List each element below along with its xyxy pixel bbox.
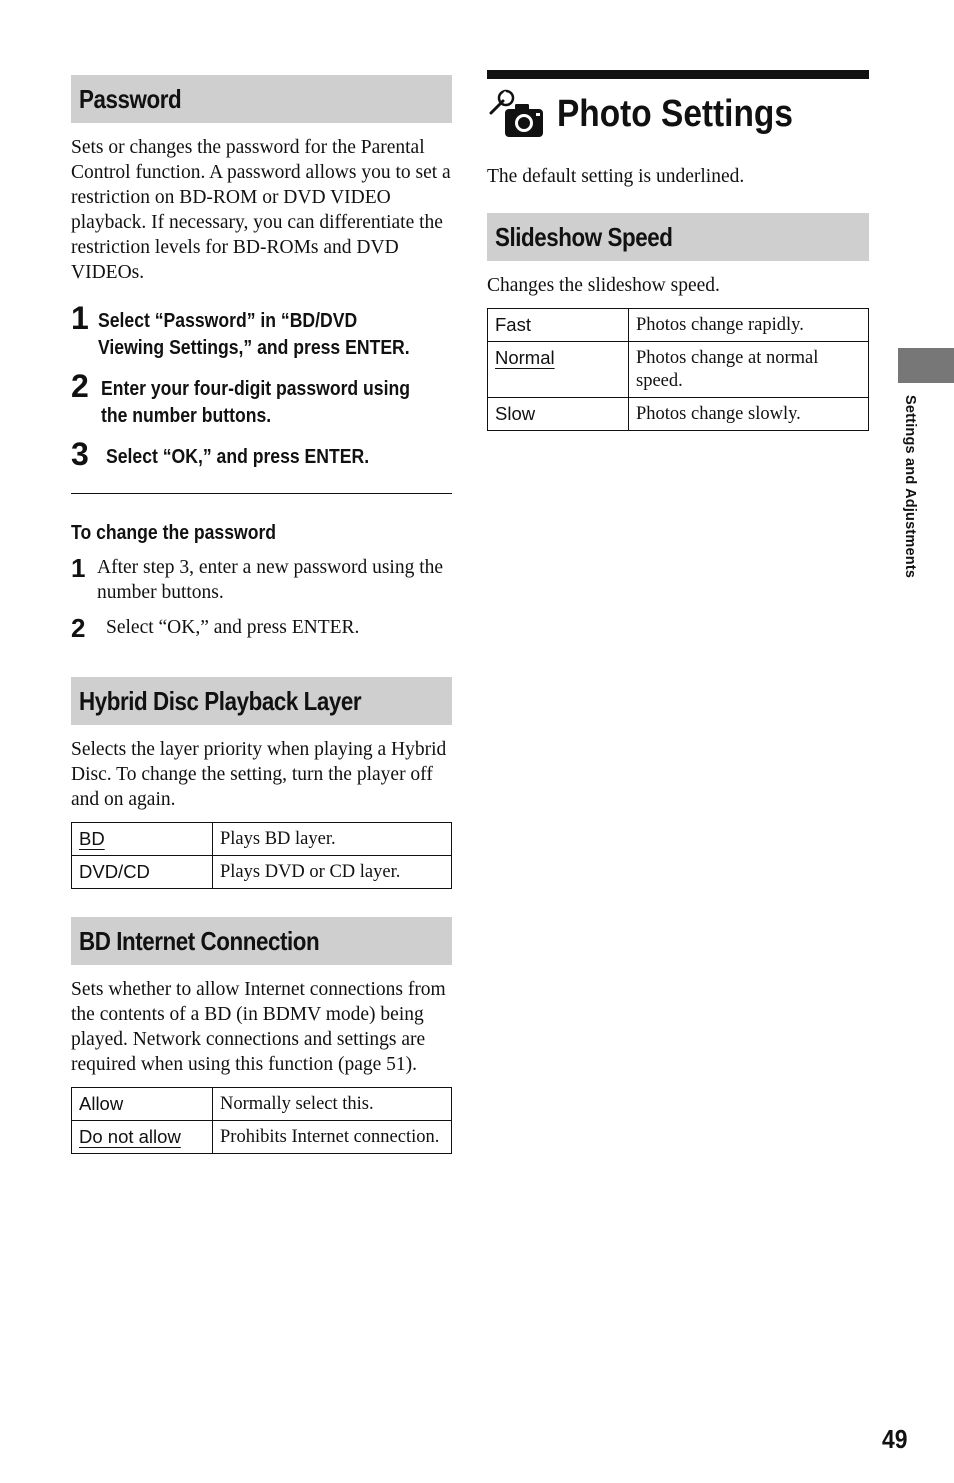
- step-text: After step 3, enter a new password using the number buttons.: [97, 557, 444, 603]
- table-row: [72, 1088, 452, 1121]
- section-heading-internet: BD Internet Connection: [71, 917, 452, 965]
- section-heading-slideshow: Slideshow Speed: [487, 213, 869, 261]
- slideshow-description: Changes the slideshow speed.: [487, 275, 720, 296]
- option-value: Plays BD layer.: [213, 823, 452, 856]
- internet-description: Sets whether to allow Internet connections from the contents of a BD (in BDMV mode) being played. Network connections and settings are required when using this function (page 51).: [71, 979, 446, 1075]
- password-step-2: [71, 370, 452, 430]
- step-number: 1: [71, 300, 89, 336]
- option-key: Normal: [488, 342, 629, 398]
- step-number: 2: [71, 368, 89, 404]
- left-column: [71, 75, 452, 1154]
- page-title-row: [487, 84, 869, 144]
- password-step-1: [71, 302, 452, 362]
- slideshow-options-table: [487, 308, 869, 431]
- option-key: Do not allow: [72, 1121, 213, 1154]
- step-text: Select “OK,” and press ENTER.: [106, 446, 370, 468]
- table-row: [488, 398, 869, 431]
- default-note: The default setting is underlined.: [487, 166, 745, 187]
- option-key: Slow: [488, 398, 629, 431]
- option-key: Fast: [488, 309, 629, 342]
- section-heading-password: Password: [71, 75, 452, 123]
- side-tab-marker: [898, 348, 954, 383]
- page-title: Photo Settings: [557, 92, 793, 135]
- step-number: 2: [71, 613, 86, 643]
- step-text: Select “Password” in “BD/DVD Viewing Settings,” and press ENTER.: [97, 310, 410, 359]
- title-rule: [487, 70, 869, 79]
- step-number: 1: [71, 553, 86, 583]
- option-value: Photos change rapidly.: [629, 309, 869, 342]
- step-text: Enter your four-digit password using the number buttons.: [100, 378, 410, 427]
- right-column: [487, 70, 869, 431]
- password-steps: [71, 302, 452, 471]
- internet-options-table: [71, 1087, 452, 1154]
- photo-settings-icon: [487, 89, 545, 139]
- password-description: Sets or changes the password for the Parental Control function. A password allows you to set a restriction on BD-ROM or DVD VIDEO playback. If necessary, you can differentiate the restriction levels for BD-ROMs and DVD VIDEOs.: [71, 137, 451, 283]
- section-heading-hybrid: Hybrid Disc Playback Layer: [71, 677, 452, 725]
- table-row: [72, 823, 452, 856]
- step-text: Select “OK,” and press ENTER.: [106, 617, 360, 638]
- option-value: Prohibits Internet connection.: [213, 1121, 452, 1154]
- password-step-3: [71, 438, 452, 471]
- change-step-2: [71, 615, 452, 641]
- option-value: Plays DVD or CD layer.: [213, 856, 452, 889]
- table-row: [488, 342, 869, 398]
- option-value: Normally select this.: [213, 1088, 452, 1121]
- table-row: [72, 856, 452, 889]
- hybrid-options-table: [71, 822, 452, 889]
- change-password-heading: To change the password: [71, 522, 277, 544]
- step-number: 3: [71, 436, 89, 472]
- table-row: [72, 1121, 452, 1154]
- divider: [71, 493, 452, 494]
- hybrid-description: Selects the layer priority when playing a Hybrid Disc. To change the setting, turn the player off and on again.: [71, 739, 447, 810]
- option-key: DVD/CD: [72, 856, 213, 889]
- option-key: Allow: [72, 1088, 213, 1121]
- option-key: BD: [72, 823, 213, 856]
- option-value: Photos change slowly.: [629, 398, 869, 431]
- table-row: [488, 309, 869, 342]
- option-value: Photos change at normal speed.: [629, 342, 869, 398]
- page-number: 49: [882, 1424, 908, 1454]
- side-tab-label: Settings and Adjustments: [902, 395, 918, 579]
- change-step-1: [71, 555, 452, 605]
